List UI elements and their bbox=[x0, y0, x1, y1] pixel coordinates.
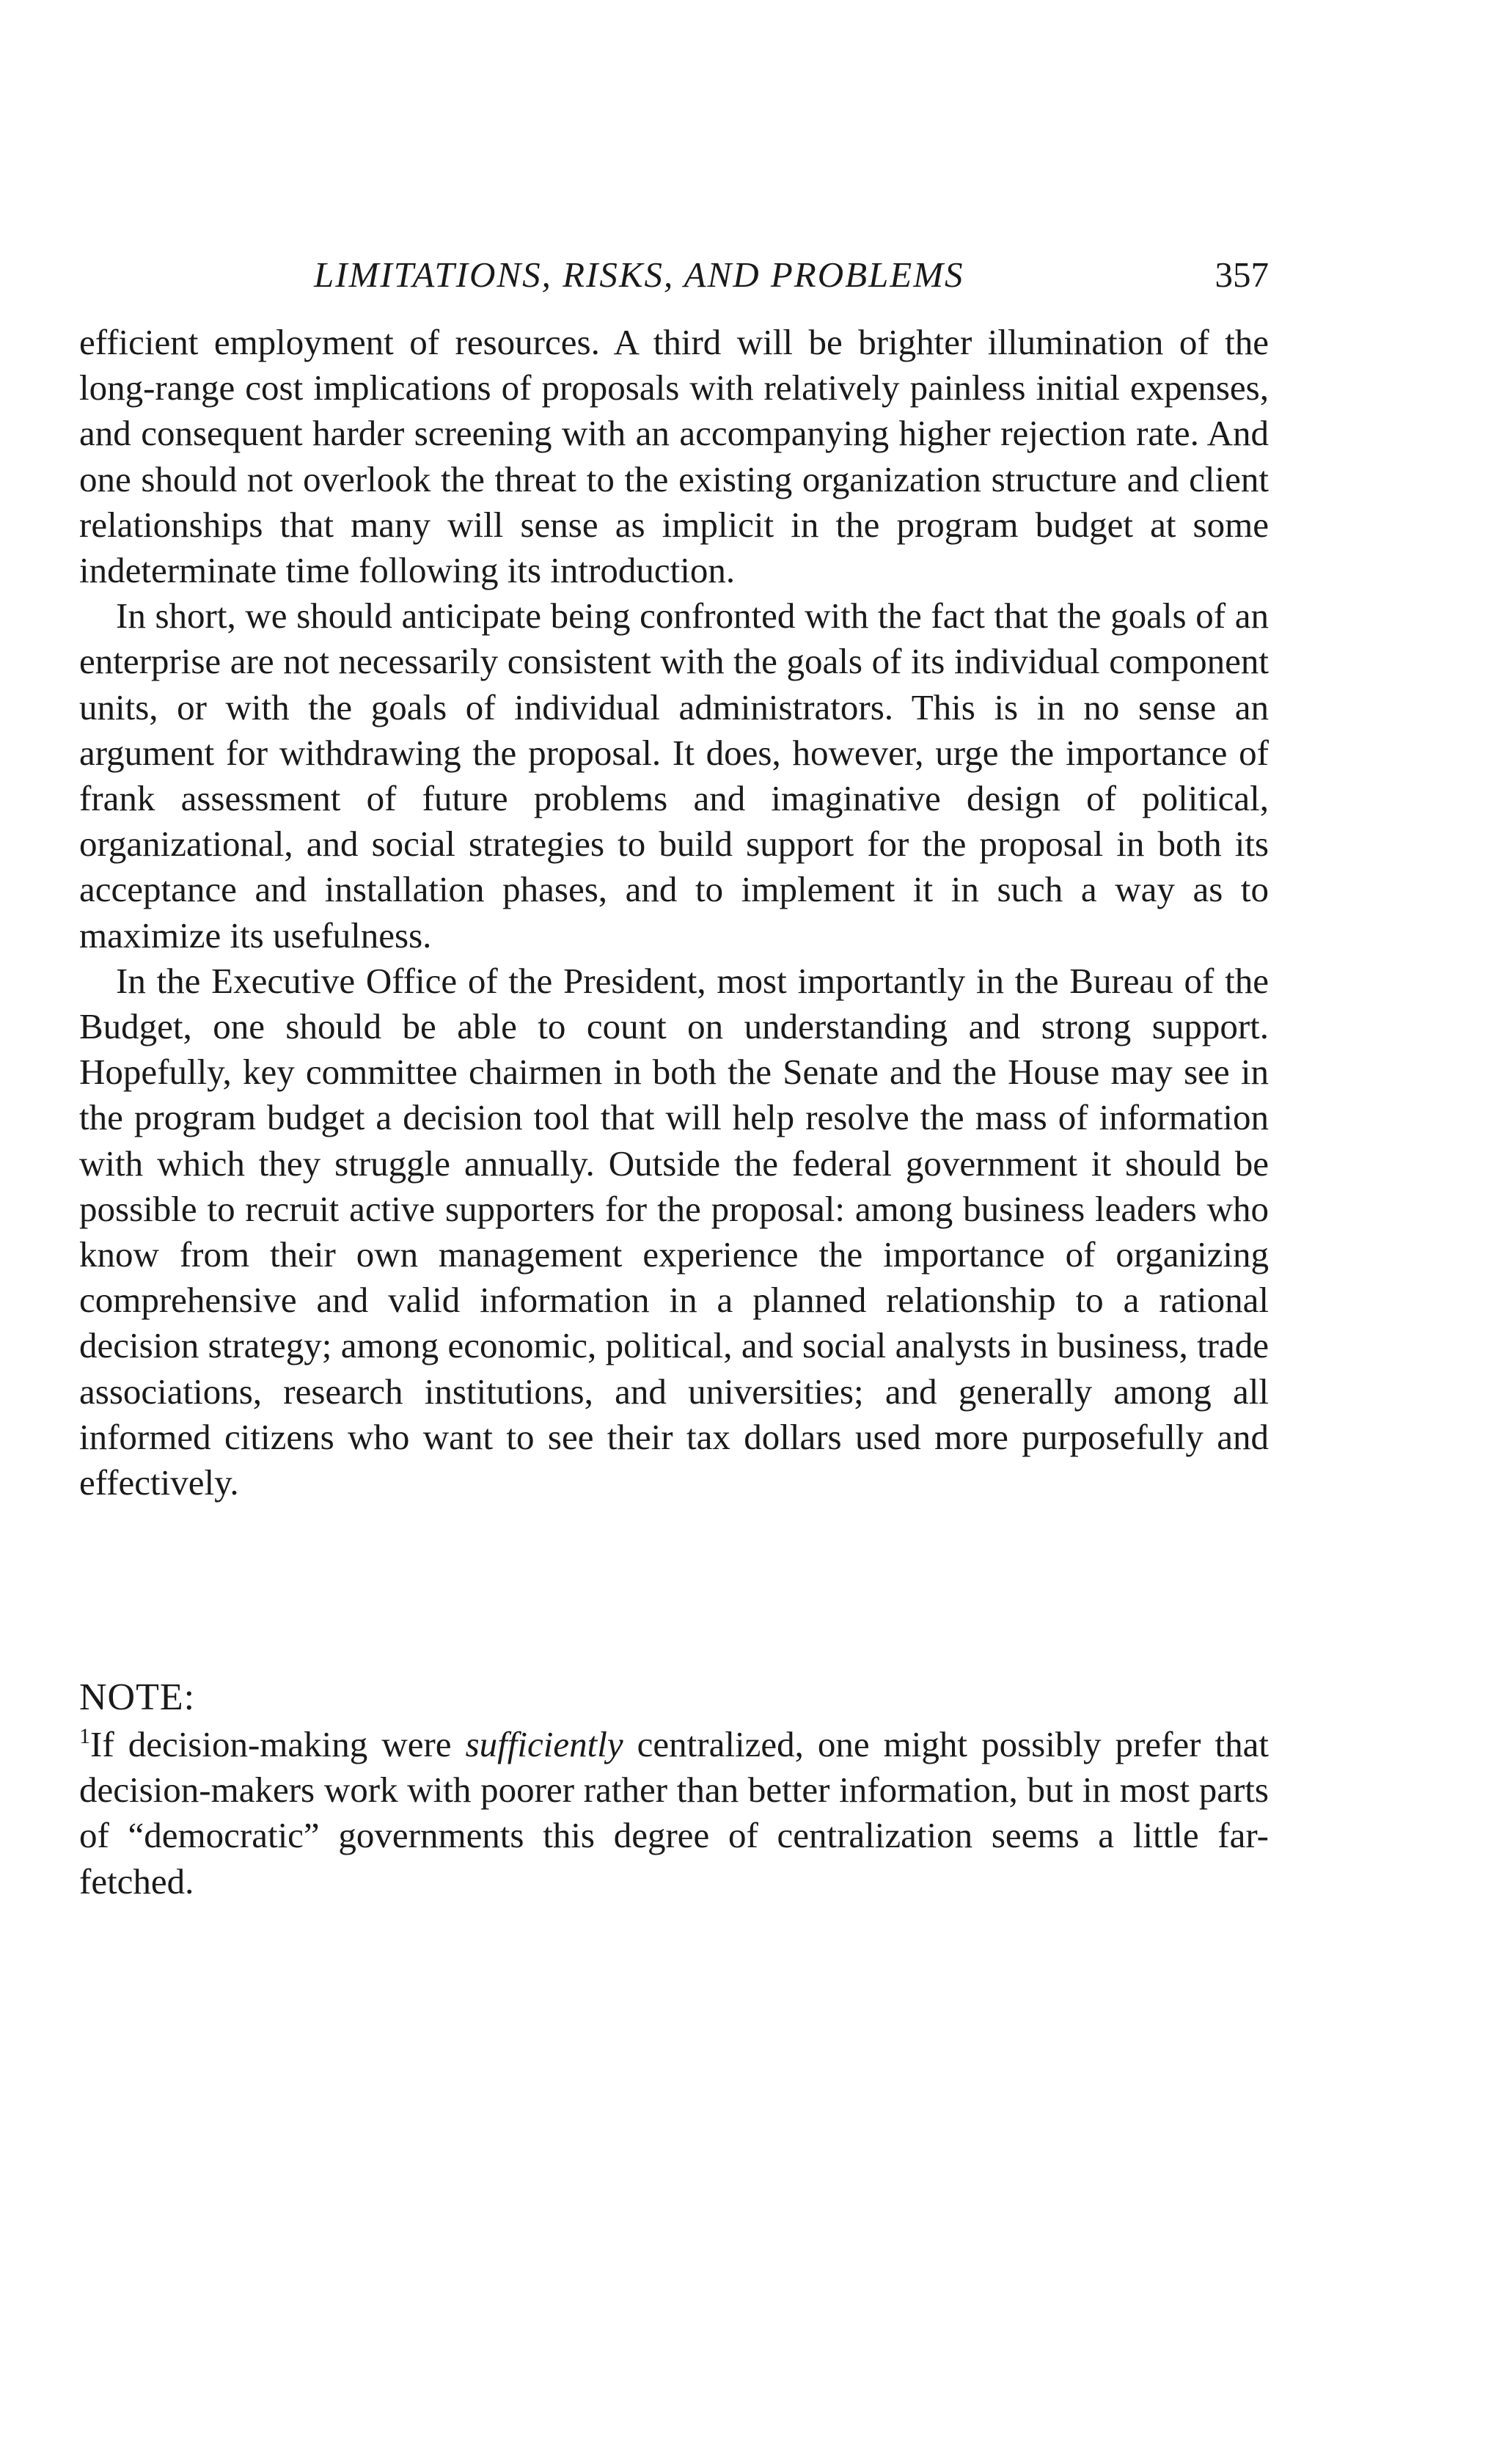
footnote-1 bbox=[79, 1722, 1269, 1904]
paragraph-2: In short, we should anticipate being confronted with the fact that the goals of an enterprise are not necessarily consistent with the goals of its individual component units, or with the goals of individual administrators. This is in no sense an argument for withdrawing the proposal. It does, however, urge the importance of frank assessment of future problems and imaginative design of political, organizational, and social strategies to build support for the proposal in both its acceptance and installation phases, and to implement it in such a way as to maximize its usefulness. bbox=[79, 595, 1269, 956]
page-number: 357 bbox=[1215, 254, 1269, 295]
footnote-emphasis: sufficiently bbox=[465, 1724, 623, 1764]
body-text bbox=[79, 320, 1269, 1506]
footnote-text-end: centralized, one might possibly prefer that decision-makers work with poorer rather than better information, but in most parts of “democratic” governments this degree of centralization seems a little far-fetched. bbox=[79, 1724, 1269, 1902]
footnote-marker: 1 bbox=[79, 1724, 90, 1748]
running-header bbox=[79, 249, 1269, 301]
notes-heading: NOTE: bbox=[79, 1676, 196, 1718]
running-title: LIMITATIONS, RISKS, AND PROBLEMS bbox=[314, 254, 964, 295]
paragraph-1: efficient employment of resources. A third will be brighter illumination of the long-range cost implications of proposals with relatively painless initial expenses, and consequent harder screening with an accompanying higher rejection rate. And one should not overlook the threat to the existing organization structure and client relationships that many will sense as implicit in the program budget at some indeterminate time following its introduction. bbox=[79, 322, 1269, 591]
notes-section bbox=[79, 1673, 1269, 1904]
paragraph-3: In the Executive Office of the President, most importantly in the Bureau of the Budget, one should be able to count on understanding and strong support. Hopefully, key committee chairmen in both the Senate and the House may see in the program budget a decision tool that will help resolve the mass of information with which they struggle annually. Outside the federal government it should be possible to recruit active supporters for the proposal: among business leaders who know from their own management experience the importance of organizing comprehensive and valid information in a planned relationship to a rational decision strategy; among economic, political, and social analysts in business, trade associations, research institutions, and universities; and generally among all informed citizens who want to see their tax dollars used more purposefully and effectively. bbox=[79, 960, 1269, 1503]
footnote-text-start: If decision-making were bbox=[90, 1724, 466, 1764]
